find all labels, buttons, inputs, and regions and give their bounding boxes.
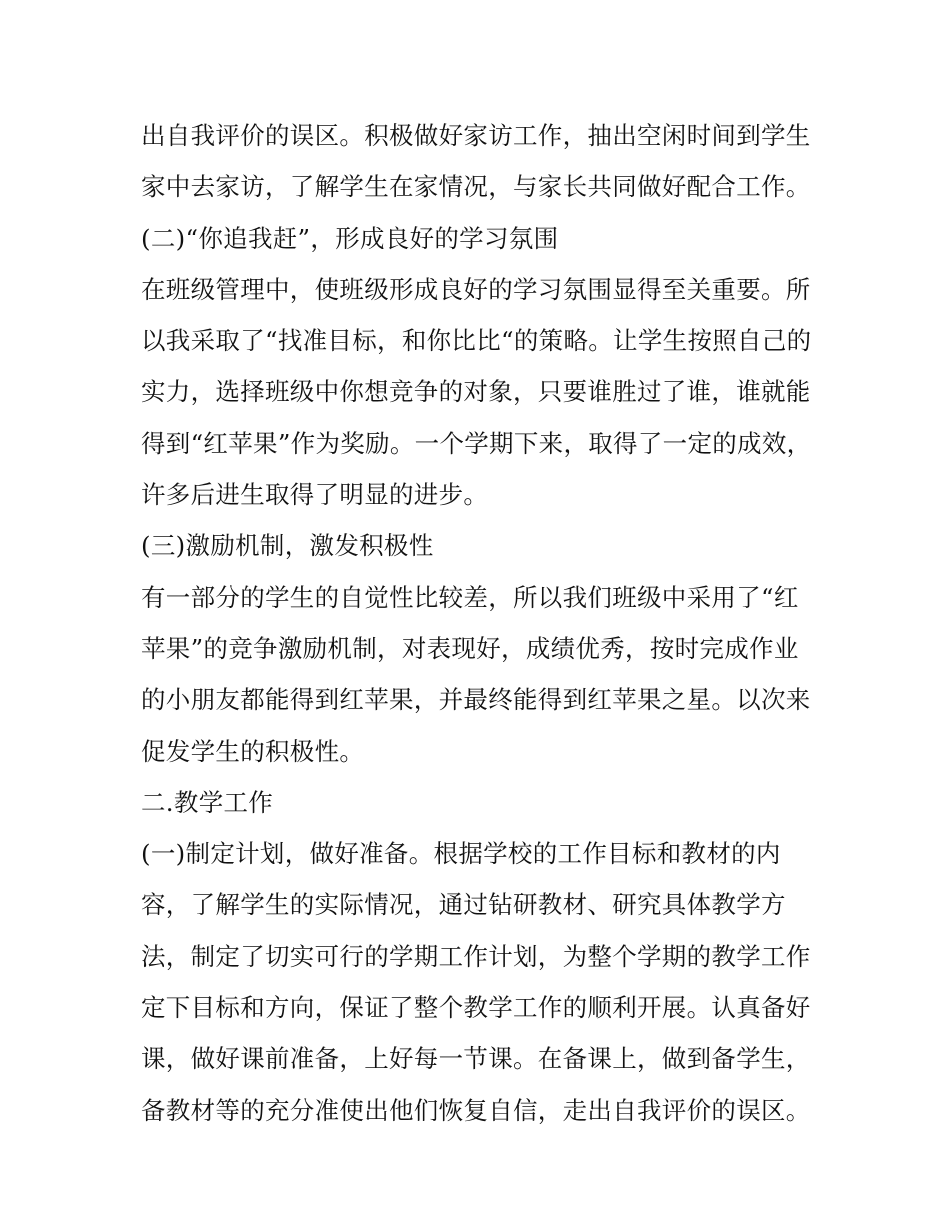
- text-line: 备教材等的充分准使出他们恢复自信，走出自我评价的误区。: [141, 1095, 811, 1125]
- text-line: 在班级管理中，使班级形成良好的学习氛围显得至关重要。所: [141, 274, 811, 304]
- text-line: 课，做好课前准备，上好每一节课。在备课上，做到备学生，: [141, 1044, 811, 1074]
- section-heading: 二.教学工作: [141, 787, 274, 817]
- section-heading: (二)“你追我赶”，形成良好的学习氛围: [141, 223, 559, 253]
- text-line: 定下目标和方向，保证了整个教学工作的顺利开展。认真备好: [141, 993, 811, 1023]
- text-line: 促发学生的积极性。: [141, 736, 365, 766]
- text-line: 出自我评价的误区。积极做好家访工作，抽出空闲时间到学生: [141, 121, 811, 150]
- section-heading: (三)激励机制，激发积极性: [141, 531, 434, 561]
- text-line: 家中去家访，了解学生在家情况，与家长共同做好配合工作。: [141, 172, 811, 202]
- text-line: 以我采取了“找准目标，和你比比“的策略。让学生按照自己的: [141, 326, 812, 356]
- text-line: (一)制定计划，做好准备。根据学校的工作目标和教材的内: [141, 839, 781, 869]
- document-body: [141, 110, 821, 1136]
- text-line: 容，了解学生的实际情况，通过钻研教材、研究具体教学方: [141, 890, 786, 920]
- text-line: 得到“红苹果”作为奖励。一个学期下来，取得了一定的成效，: [141, 428, 812, 458]
- text-line: 许多后进生取得了明显的进步。: [141, 480, 489, 510]
- text-line: 法，制定了切实可行的学期工作计划，为整个学期的教学工作: [141, 941, 811, 971]
- text-line: 实力，选择班级中你想竞争的对象，只要谁胜过了谁，谁就能: [141, 377, 811, 407]
- text-line: 的小朋友都能得到红苹果，并最终能得到红苹果之星。以次来: [141, 685, 811, 715]
- text-line: 有一部分的学生的自觉性比较差，所以我们班级中采用了“红: [141, 582, 799, 612]
- text-line: 苹果”的竞争激励机制，对表现好，成绩优秀，按时完成作业: [141, 633, 799, 663]
